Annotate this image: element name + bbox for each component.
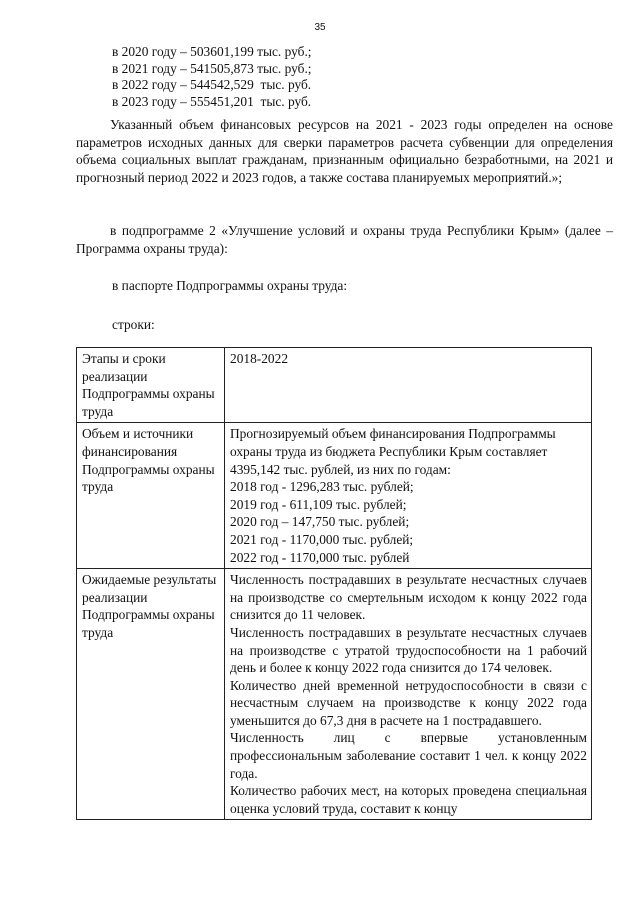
budget-by-year-list xyxy=(112,44,312,110)
page-number: 35 xyxy=(314,22,326,33)
table-row xyxy=(77,569,592,820)
funding-year-2021: 2021 год - 1170,000 тыс. рублей; xyxy=(230,531,414,547)
result-item-workplaces: Количество рабочих мест, на которых проведена специальная оценка условий труда, составит к концу xyxy=(230,783,587,816)
funding-intro: Прогнозируемый объем финансирования Подпрограммы охраны труда из бюджета Республики Крым составляет 4395,142 тыс. рублей, из них по годам: xyxy=(230,426,556,477)
result-item-fatal: Численность пострадавших в результате несчастных случаев на производстве со смертельным исходом к концу 2022 года снизится до 11 человек. xyxy=(230,572,587,623)
funding-year-2019: 2019 год - 611,109 тыс. рублей; xyxy=(230,496,407,512)
rows-label: строки: xyxy=(112,317,155,332)
stages-value-cell: 2018-2022 xyxy=(225,348,592,423)
funding-year-2018: 2018 год - 1296,283 тыс. рублей; xyxy=(230,479,414,495)
budget-line-2022: в 2022 году – 544542,529 тыс. руб. xyxy=(112,77,312,93)
results-value-cell xyxy=(225,569,592,820)
table-row xyxy=(77,348,592,423)
result-item-sick-days: Количество дней временной нетрудоспособности в связи с несчастным случаем на производстве к концу 2022 года уменьшится до 67,3 дня в расчете на 1 пострадавшего. xyxy=(230,677,587,728)
funding-year-2020: 2020 год – 147,750 тыс. рублей; xyxy=(230,514,410,530)
stages-label-cell: Этапы и сроки реализации Подпрограммы охраны труда xyxy=(77,348,225,423)
result-item-occupational: Численность лиц с впервые установленным профессиональным заболевание составит 1 чел. к концу 2022 года. xyxy=(230,730,587,781)
result-item-disability: Численность пострадавших в результате несчастных случаев на производстве с утратой трудоспособности на 1 рабочий день и более к концу 2022 года снизится до 174 человек. xyxy=(230,624,587,676)
funding-year-2022: 2022 год - 1170,000 тыс. рублей xyxy=(230,549,410,565)
financing-paragraph: Указанный объем финансовых ресурсов на 2021 - 2023 годы определен на основе параметров исходных данных для сверки параметров расчета субвенции для определения объема социальных выплат гражданам, признанным официально безработными, на 2021 и прогнозный период 2022 и 2023 годов, а также состава планируемых мероприятий.»; xyxy=(76,117,613,185)
funding-label-cell: Объем и источники финансирования Подпрограммы охраны труда xyxy=(77,423,225,569)
table-row xyxy=(77,423,592,569)
funding-value-cell xyxy=(225,423,592,569)
budget-line-2021: в 2021 году – 541505,873 тыс. руб.; xyxy=(112,60,312,76)
results-label-cell: Ожидаемые результаты реализации Подпрограммы охраны труда xyxy=(77,569,225,820)
budget-line-2020: в 2020 году – 503601,199 тыс. руб.; xyxy=(112,44,312,59)
passport-paragraph: в паспорте Подпрограммы охраны труда: xyxy=(112,278,348,293)
budget-line-2023: в 2023 году – 555451,201 тыс. руб. xyxy=(112,93,312,109)
passport-table xyxy=(76,347,592,820)
subprogram-paragraph: в подпрограмме 2 «Улучшение условий и охраны труда Республики Крым» (далее – Программа охраны труда): xyxy=(76,223,613,256)
